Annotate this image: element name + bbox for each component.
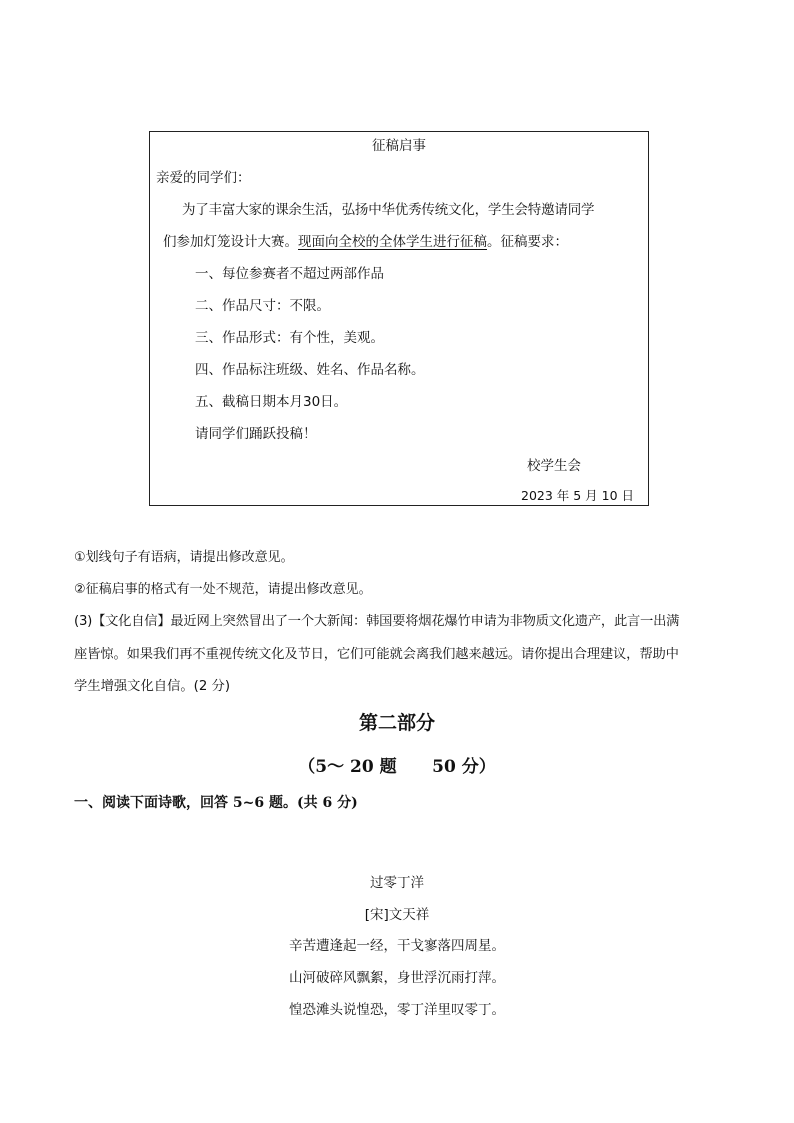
question-2: ②征稿启事的格式有一处不规范，请提出修改意见。 — [74, 582, 372, 597]
poem-title: 过零丁洋 — [370, 875, 424, 891]
question-3-line3: 学生增强文化自信。(2 分) — [74, 679, 231, 694]
notice-body-line2 — [163, 233, 568, 251]
body-line2-end: 。征稿要求： — [487, 234, 568, 250]
requirement-item: 三、作品形式：有个性，美观。 — [195, 330, 384, 346]
poem-line: 辛苦遭逢起一经，干戈寥落四周星。 — [289, 938, 505, 954]
notice-box — [149, 131, 649, 506]
notice-body-line1: 为了丰富大家的课余生活，弘扬中华优秀传统文化，学生会特邀请同学 — [182, 202, 595, 218]
notice-date: 2023 年 5 月 10 日 — [521, 488, 635, 503]
body-line2-start: 们参加灯笼设计大赛。 — [163, 234, 298, 250]
question-1: ①划线句子有语病，请提出修改意见。 — [74, 550, 294, 565]
poem-line: 山河破碎风飘絮，身世浮沉雨打萍。 — [289, 970, 505, 986]
requirement-item: 二、作品尺寸：不限。 — [195, 298, 330, 314]
section-1-heading: 一、阅读下面诗歌，回答 5~6 题。(共 6 分) — [74, 795, 358, 811]
part-two-title: 第二部分 — [358, 712, 435, 734]
question-3-line2: 座皆惊。如果我们再不重视传统文化及节日，它们可能就会离我们越来越远。请你提出合理建议，帮助中 — [74, 647, 679, 662]
notice-signature: 校学生会 — [527, 458, 581, 474]
requirement-item: 五、截稿日期本月30日。 — [195, 394, 348, 410]
part-two-subtitle: （5～ 20 题 50 分） — [298, 757, 496, 777]
requirement-item: 四、作品标注班级、姓名、作品名称。 — [195, 362, 425, 378]
notice-closing: 请同学们踊跃投稿！ — [195, 426, 317, 442]
notice-greeting: 亲爱的同学们： — [156, 170, 251, 186]
question-3-line1: (3)【文化自信】最近网上突然冒出了一个大新闻：韩国要将烟花爆竹申请为非物质文化遗产，此言一出满 — [74, 614, 680, 629]
poem-author: [宋]文天祥 — [364, 907, 430, 923]
poem-line: 惶恐滩头说惶恐，零丁洋里叹零丁。 — [289, 1002, 505, 1018]
underlined-sentence: 现面向全校的全体学生进行征稿 — [298, 234, 487, 250]
requirement-item: 一、每位参赛者不超过两部作品 — [195, 266, 384, 282]
notice-title: 征稿启事 — [372, 138, 426, 154]
